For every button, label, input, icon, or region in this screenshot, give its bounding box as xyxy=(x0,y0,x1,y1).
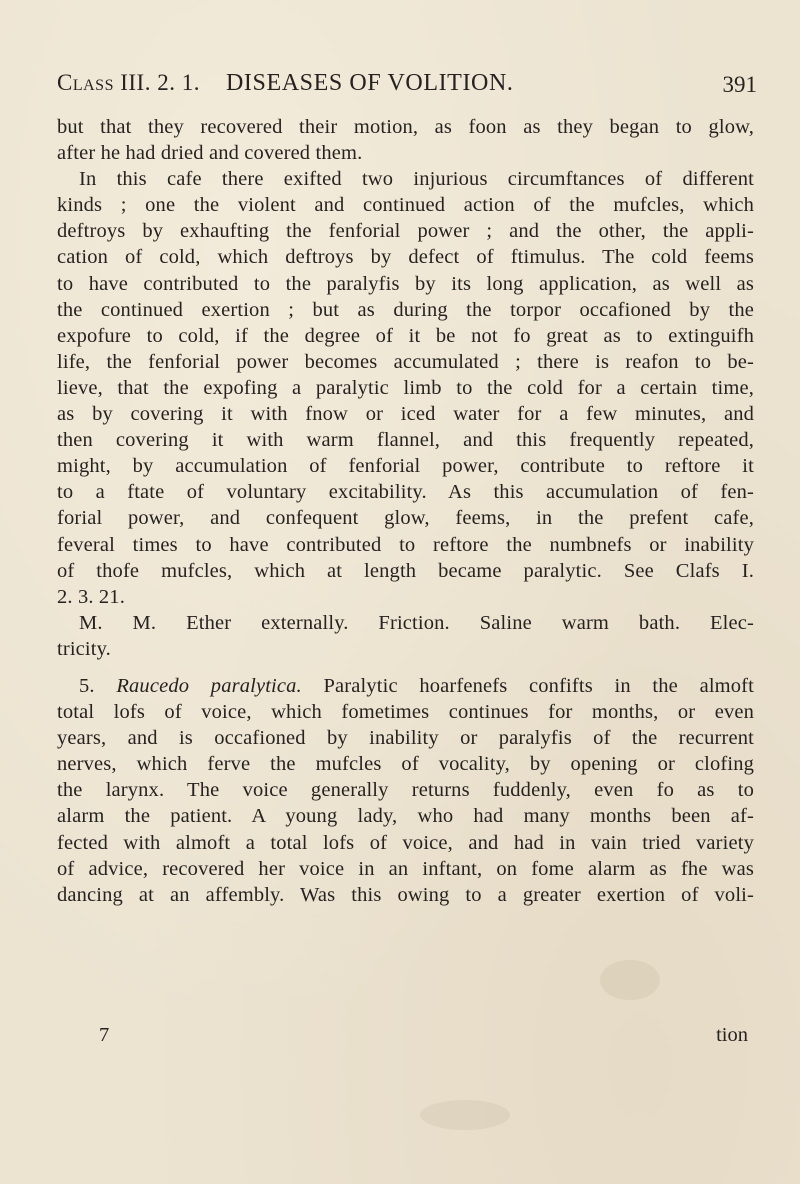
text-line: tricity. xyxy=(57,637,111,660)
text-line: of advice, recovered her voice in an inftant, on fome alarm as fhe was xyxy=(57,857,754,880)
text-line: of thofe mufcles, which at length became paralytic. See Clafs I. xyxy=(57,559,754,582)
text-line: 2. 3. 21. xyxy=(57,585,125,608)
text-line: In this cafe there exifted two injurious circumftances of different xyxy=(79,168,754,191)
text-line: then covering it with warm flannel, and this frequently repeated, xyxy=(57,429,754,452)
class-reference: Class III. 2. 1. xyxy=(57,70,200,95)
text-run: Paralytic hoarfenefs confifts in the almoft xyxy=(323,674,754,697)
paper-stain xyxy=(600,960,660,1000)
text-line: but that they recovered their motion, as foon as they began to glow, xyxy=(57,116,754,138)
text-line: the larynx. The voice generally returns fuddenly, even fo as to xyxy=(57,779,754,802)
paper-stain xyxy=(420,1100,510,1130)
running-head xyxy=(57,68,757,104)
catchword: tion xyxy=(716,1024,748,1046)
text-line: after he had dried and covered them. xyxy=(57,142,363,165)
text-line: lieve, that the expofing a paralytic limb to the cold for a certain time, xyxy=(57,376,754,399)
disease-heading: Raucedo paralytica. xyxy=(116,674,302,697)
text-line: deftroys by exhaufting the fenforial power ; and the other, the appli- xyxy=(57,220,754,243)
text-line: to have contributed to the paralyfis by its long application, as well as xyxy=(57,272,754,295)
text-line: total lofs of voice, which fometimes continues for months, or even xyxy=(57,701,754,724)
page-number: 391 xyxy=(722,72,757,97)
text-line: life, the fenforial power becomes accumulated ; there is reafon to be- xyxy=(57,350,754,373)
text-line: dancing at an affembly. Was this owing to a greater exertion of voli- xyxy=(57,883,754,906)
text-line: forial power, and confequent glow, feems, in the prefent cafe, xyxy=(57,507,754,530)
text-line: nerves, which ferve the mufcles of vocality, by opening or clofing xyxy=(57,753,754,776)
text-line: expofure to cold, if the degree of it be not fo great as to extinguifh xyxy=(57,324,754,347)
body-text xyxy=(57,114,754,908)
text-line: cation of cold, which deftroys by defect of ftimulus. The cold feems xyxy=(57,246,754,269)
text-line: fected with almoft a total lofs of voice, and had in vain tried variety xyxy=(57,831,754,854)
text-line: kinds ; one the violent and continued action of the mufcles, which xyxy=(57,194,754,217)
text-line: years, and is occafioned by inability or paralyfis of the recurrent xyxy=(57,727,754,750)
chapter-title: DISEASES OF VOLITION. xyxy=(226,70,514,96)
text-line: feveral times to have contributed to reftore the numbnefs or inability xyxy=(57,533,754,556)
text-line: might, by accumulation of fenforial power, contribute to reftore it xyxy=(57,455,754,478)
text-line: as by covering it with fnow or iced water for a few minutes, and xyxy=(57,403,754,426)
paragraph-5-first-line xyxy=(57,673,754,699)
text-line: M. M. Ether externally. Friction. Saline warm bath. Elec- xyxy=(79,611,754,634)
page-footer xyxy=(57,1024,754,1054)
paragraph-number: 5. xyxy=(79,674,95,697)
signature-mark: 7 xyxy=(99,1024,110,1046)
text-line: alarm the patient. A young lady, who had many months been af- xyxy=(57,805,754,828)
text-line: to a ftate of voluntary excitability. As this accumulation of fen- xyxy=(57,481,754,504)
text-line: the continued exertion ; but as during the torpor occafioned by the xyxy=(57,298,754,321)
paragraph-gap xyxy=(57,662,754,673)
